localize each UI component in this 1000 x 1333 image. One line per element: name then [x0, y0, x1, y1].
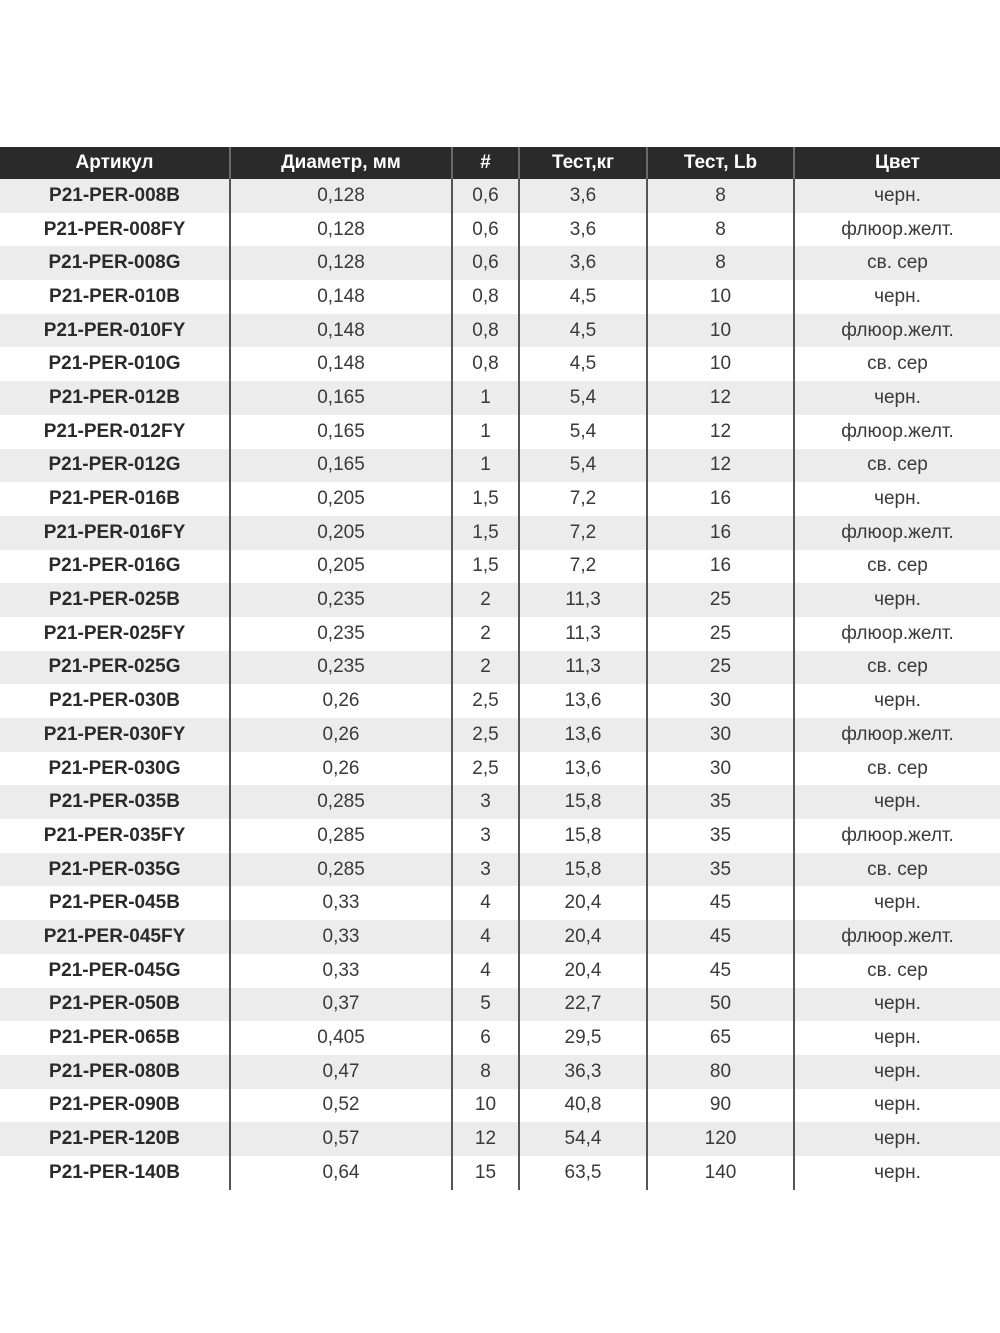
- cell-diameter: 0,128: [230, 246, 452, 280]
- cell-test-kg: 7,2: [519, 482, 647, 516]
- cell-test-kg: 29,5: [519, 1021, 647, 1055]
- cell-test-kg: 5,4: [519, 381, 647, 415]
- cell-article: P21-PER-008B: [0, 179, 230, 213]
- cell-color: флюор.желт.: [794, 213, 1000, 247]
- cell-diameter: 0,235: [230, 651, 452, 685]
- cell-diameter: 0,148: [230, 347, 452, 381]
- cell-diameter: 0,37: [230, 988, 452, 1022]
- table-row: [0, 449, 1000, 483]
- cell-test-lb: 8: [647, 246, 794, 280]
- cell-test-kg: 13,6: [519, 718, 647, 752]
- cell-diameter: 0,235: [230, 617, 452, 651]
- cell-number: 1,5: [452, 550, 519, 584]
- cell-test-lb: 30: [647, 752, 794, 786]
- cell-color: черн.: [794, 988, 1000, 1022]
- cell-number: 3: [452, 819, 519, 853]
- cell-diameter: 0,52: [230, 1089, 452, 1123]
- header-color: Цвет: [794, 147, 1000, 179]
- cell-test-lb: 16: [647, 550, 794, 584]
- cell-article: P21-PER-120B: [0, 1122, 230, 1156]
- cell-article: P21-PER-030FY: [0, 718, 230, 752]
- cell-article: P21-PER-035B: [0, 785, 230, 819]
- cell-color: св. сер: [794, 752, 1000, 786]
- header-diameter: Диаметр, мм: [230, 147, 452, 179]
- cell-number: 2,5: [452, 718, 519, 752]
- cell-test-lb: 140: [647, 1156, 794, 1190]
- cell-diameter: 0,128: [230, 179, 452, 213]
- cell-test-lb: 45: [647, 886, 794, 920]
- cell-number: 0,6: [452, 213, 519, 247]
- table-row: [0, 482, 1000, 516]
- cell-diameter: 0,26: [230, 752, 452, 786]
- cell-article: P21-PER-012FY: [0, 415, 230, 449]
- table-row: [0, 179, 1000, 213]
- cell-test-lb: 8: [647, 179, 794, 213]
- cell-article: P21-PER-025FY: [0, 617, 230, 651]
- cell-diameter: 0,205: [230, 516, 452, 550]
- cell-test-lb: 35: [647, 785, 794, 819]
- cell-test-kg: 15,8: [519, 853, 647, 887]
- cell-test-lb: 10: [647, 280, 794, 314]
- table-row: [0, 1156, 1000, 1190]
- cell-color: флюор.желт.: [794, 415, 1000, 449]
- cell-number: 1: [452, 381, 519, 415]
- cell-test-lb: 12: [647, 381, 794, 415]
- cell-article: P21-PER-035FY: [0, 819, 230, 853]
- cell-number: 1: [452, 449, 519, 483]
- table-row: [0, 617, 1000, 651]
- table-row: [0, 1021, 1000, 1055]
- table-row: [0, 550, 1000, 584]
- table-row: [0, 280, 1000, 314]
- cell-test-kg: 4,5: [519, 280, 647, 314]
- cell-number: 8: [452, 1055, 519, 1089]
- cell-number: 4: [452, 954, 519, 988]
- cell-diameter: 0,64: [230, 1156, 452, 1190]
- cell-test-kg: 5,4: [519, 449, 647, 483]
- table-body: [0, 179, 1000, 1190]
- cell-test-lb: 30: [647, 718, 794, 752]
- cell-test-kg: 7,2: [519, 550, 647, 584]
- cell-article: P21-PER-035G: [0, 853, 230, 887]
- cell-test-lb: 8: [647, 213, 794, 247]
- cell-test-kg: 20,4: [519, 886, 647, 920]
- cell-article: P21-PER-012B: [0, 381, 230, 415]
- cell-color: флюор.желт.: [794, 516, 1000, 550]
- cell-color: флюор.желт.: [794, 314, 1000, 348]
- cell-number: 3: [452, 853, 519, 887]
- table-row: [0, 516, 1000, 550]
- table-row: [0, 752, 1000, 786]
- cell-number: 4: [452, 886, 519, 920]
- cell-article: P21-PER-008G: [0, 246, 230, 280]
- table-header: [0, 147, 1000, 179]
- cell-number: 2: [452, 617, 519, 651]
- cell-color: св. сер: [794, 954, 1000, 988]
- cell-number: 0,6: [452, 179, 519, 213]
- cell-test-kg: 40,8: [519, 1089, 647, 1123]
- cell-number: 15: [452, 1156, 519, 1190]
- cell-test-lb: 10: [647, 347, 794, 381]
- cell-number: 2: [452, 651, 519, 685]
- cell-diameter: 0,26: [230, 718, 452, 752]
- cell-article: P21-PER-016B: [0, 482, 230, 516]
- cell-color: черн.: [794, 1055, 1000, 1089]
- cell-article: P21-PER-016G: [0, 550, 230, 584]
- cell-color: черн.: [794, 1156, 1000, 1190]
- cell-number: 1,5: [452, 482, 519, 516]
- cell-color: флюор.желт.: [794, 617, 1000, 651]
- cell-test-kg: 4,5: [519, 314, 647, 348]
- cell-test-lb: 25: [647, 651, 794, 685]
- table-row: [0, 954, 1000, 988]
- cell-diameter: 0,205: [230, 550, 452, 584]
- cell-article: P21-PER-010G: [0, 347, 230, 381]
- cell-test-kg: 36,3: [519, 1055, 647, 1089]
- cell-test-kg: 4,5: [519, 347, 647, 381]
- cell-article: P21-PER-080B: [0, 1055, 230, 1089]
- cell-article: P21-PER-045FY: [0, 920, 230, 954]
- header-article: Артикул: [0, 147, 230, 179]
- cell-test-lb: 16: [647, 516, 794, 550]
- cell-test-kg: 15,8: [519, 785, 647, 819]
- header-test-kg: Тест,кг: [519, 147, 647, 179]
- cell-diameter: 0,148: [230, 314, 452, 348]
- cell-number: 6: [452, 1021, 519, 1055]
- cell-test-lb: 45: [647, 954, 794, 988]
- cell-number: 4: [452, 920, 519, 954]
- cell-article: P21-PER-140B: [0, 1156, 230, 1190]
- cell-test-kg: 7,2: [519, 516, 647, 550]
- cell-color: черн.: [794, 583, 1000, 617]
- cell-diameter: 0,47: [230, 1055, 452, 1089]
- cell-color: черн.: [794, 482, 1000, 516]
- cell-number: 0,8: [452, 347, 519, 381]
- cell-color: черн.: [794, 1122, 1000, 1156]
- cell-diameter: 0,405: [230, 1021, 452, 1055]
- cell-diameter: 0,165: [230, 381, 452, 415]
- spec-table: [0, 147, 1000, 1190]
- cell-article: P21-PER-025G: [0, 651, 230, 685]
- cell-article: P21-PER-012G: [0, 449, 230, 483]
- cell-number: 2,5: [452, 752, 519, 786]
- cell-test-lb: 45: [647, 920, 794, 954]
- table-row: [0, 853, 1000, 887]
- cell-color: черн.: [794, 280, 1000, 314]
- cell-diameter: 0,285: [230, 853, 452, 887]
- cell-test-kg: 20,4: [519, 954, 647, 988]
- cell-test-kg: 13,6: [519, 752, 647, 786]
- cell-article: P21-PER-090B: [0, 1089, 230, 1123]
- cell-test-kg: 5,4: [519, 415, 647, 449]
- cell-test-lb: 35: [647, 853, 794, 887]
- table-row: [0, 1089, 1000, 1123]
- cell-article: P21-PER-008FY: [0, 213, 230, 247]
- cell-article: P21-PER-030B: [0, 684, 230, 718]
- cell-diameter: 0,33: [230, 954, 452, 988]
- table-row: [0, 347, 1000, 381]
- table-row: [0, 415, 1000, 449]
- cell-test-kg: 20,4: [519, 920, 647, 954]
- cell-test-lb: 35: [647, 819, 794, 853]
- cell-test-lb: 80: [647, 1055, 794, 1089]
- cell-test-lb: 10: [647, 314, 794, 348]
- cell-diameter: 0,235: [230, 583, 452, 617]
- cell-test-lb: 12: [647, 415, 794, 449]
- cell-test-lb: 65: [647, 1021, 794, 1055]
- cell-test-kg: 3,6: [519, 179, 647, 213]
- table-row: [0, 246, 1000, 280]
- cell-color: черн.: [794, 684, 1000, 718]
- cell-test-lb: 25: [647, 617, 794, 651]
- cell-article: P21-PER-030G: [0, 752, 230, 786]
- table-row: [0, 886, 1000, 920]
- table-row: [0, 718, 1000, 752]
- cell-test-lb: 50: [647, 988, 794, 1022]
- cell-color: черн.: [794, 381, 1000, 415]
- table-row: [0, 1055, 1000, 1089]
- cell-test-lb: 25: [647, 583, 794, 617]
- cell-article: P21-PER-016FY: [0, 516, 230, 550]
- cell-color: св. сер: [794, 550, 1000, 584]
- cell-color: св. сер: [794, 347, 1000, 381]
- cell-diameter: 0,285: [230, 819, 452, 853]
- cell-color: черн.: [794, 1089, 1000, 1123]
- cell-test-lb: 30: [647, 684, 794, 718]
- cell-color: черн.: [794, 785, 1000, 819]
- cell-test-lb: 120: [647, 1122, 794, 1156]
- cell-article: P21-PER-010FY: [0, 314, 230, 348]
- cell-color: св. сер: [794, 651, 1000, 685]
- cell-diameter: 0,165: [230, 415, 452, 449]
- table-row: [0, 381, 1000, 415]
- cell-test-kg: 54,4: [519, 1122, 647, 1156]
- cell-test-kg: 15,8: [519, 819, 647, 853]
- cell-test-lb: 90: [647, 1089, 794, 1123]
- cell-diameter: 0,57: [230, 1122, 452, 1156]
- cell-color: св. сер: [794, 246, 1000, 280]
- header-test-lb: Тест, Lb: [647, 147, 794, 179]
- table-row: [0, 213, 1000, 247]
- cell-number: 10: [452, 1089, 519, 1123]
- table-row: [0, 819, 1000, 853]
- cell-diameter: 0,33: [230, 886, 452, 920]
- cell-color: флюор.желт.: [794, 819, 1000, 853]
- cell-diameter: 0,148: [230, 280, 452, 314]
- cell-number: 1,5: [452, 516, 519, 550]
- cell-number: 1: [452, 415, 519, 449]
- cell-number: 3: [452, 785, 519, 819]
- cell-article: P21-PER-045G: [0, 954, 230, 988]
- cell-number: 5: [452, 988, 519, 1022]
- cell-article: P21-PER-045B: [0, 886, 230, 920]
- cell-color: черн.: [794, 179, 1000, 213]
- cell-diameter: 0,285: [230, 785, 452, 819]
- cell-number: 12: [452, 1122, 519, 1156]
- table-row: [0, 314, 1000, 348]
- cell-number: 0,8: [452, 314, 519, 348]
- cell-article: P21-PER-065B: [0, 1021, 230, 1055]
- cell-number: 2,5: [452, 684, 519, 718]
- cell-color: св. сер: [794, 853, 1000, 887]
- table-row: [0, 988, 1000, 1022]
- cell-test-kg: 22,7: [519, 988, 647, 1022]
- table-row: [0, 583, 1000, 617]
- cell-test-kg: 63,5: [519, 1156, 647, 1190]
- cell-test-kg: 3,6: [519, 213, 647, 247]
- cell-test-kg: 11,3: [519, 617, 647, 651]
- cell-test-kg: 3,6: [519, 246, 647, 280]
- cell-test-kg: 11,3: [519, 583, 647, 617]
- cell-color: св. сер: [794, 449, 1000, 483]
- cell-test-lb: 12: [647, 449, 794, 483]
- cell-article: P21-PER-025B: [0, 583, 230, 617]
- cell-article: P21-PER-050B: [0, 988, 230, 1022]
- cell-number: 2: [452, 583, 519, 617]
- cell-diameter: 0,128: [230, 213, 452, 247]
- cell-diameter: 0,165: [230, 449, 452, 483]
- cell-diameter: 0,205: [230, 482, 452, 516]
- cell-diameter: 0,26: [230, 684, 452, 718]
- table-row: [0, 684, 1000, 718]
- header-row: [0, 147, 1000, 179]
- cell-test-kg: 11,3: [519, 651, 647, 685]
- table-row: [0, 651, 1000, 685]
- table-row: [0, 920, 1000, 954]
- cell-number: 0,6: [452, 246, 519, 280]
- cell-color: черн.: [794, 1021, 1000, 1055]
- cell-color: черн.: [794, 886, 1000, 920]
- header-number: #: [452, 147, 519, 179]
- cell-color: флюор.желт.: [794, 920, 1000, 954]
- cell-article: P21-PER-010B: [0, 280, 230, 314]
- cell-number: 0,8: [452, 280, 519, 314]
- cell-test-kg: 13,6: [519, 684, 647, 718]
- table-row: [0, 785, 1000, 819]
- table-row: [0, 1122, 1000, 1156]
- cell-diameter: 0,33: [230, 920, 452, 954]
- cell-color: флюор.желт.: [794, 718, 1000, 752]
- cell-test-lb: 16: [647, 482, 794, 516]
